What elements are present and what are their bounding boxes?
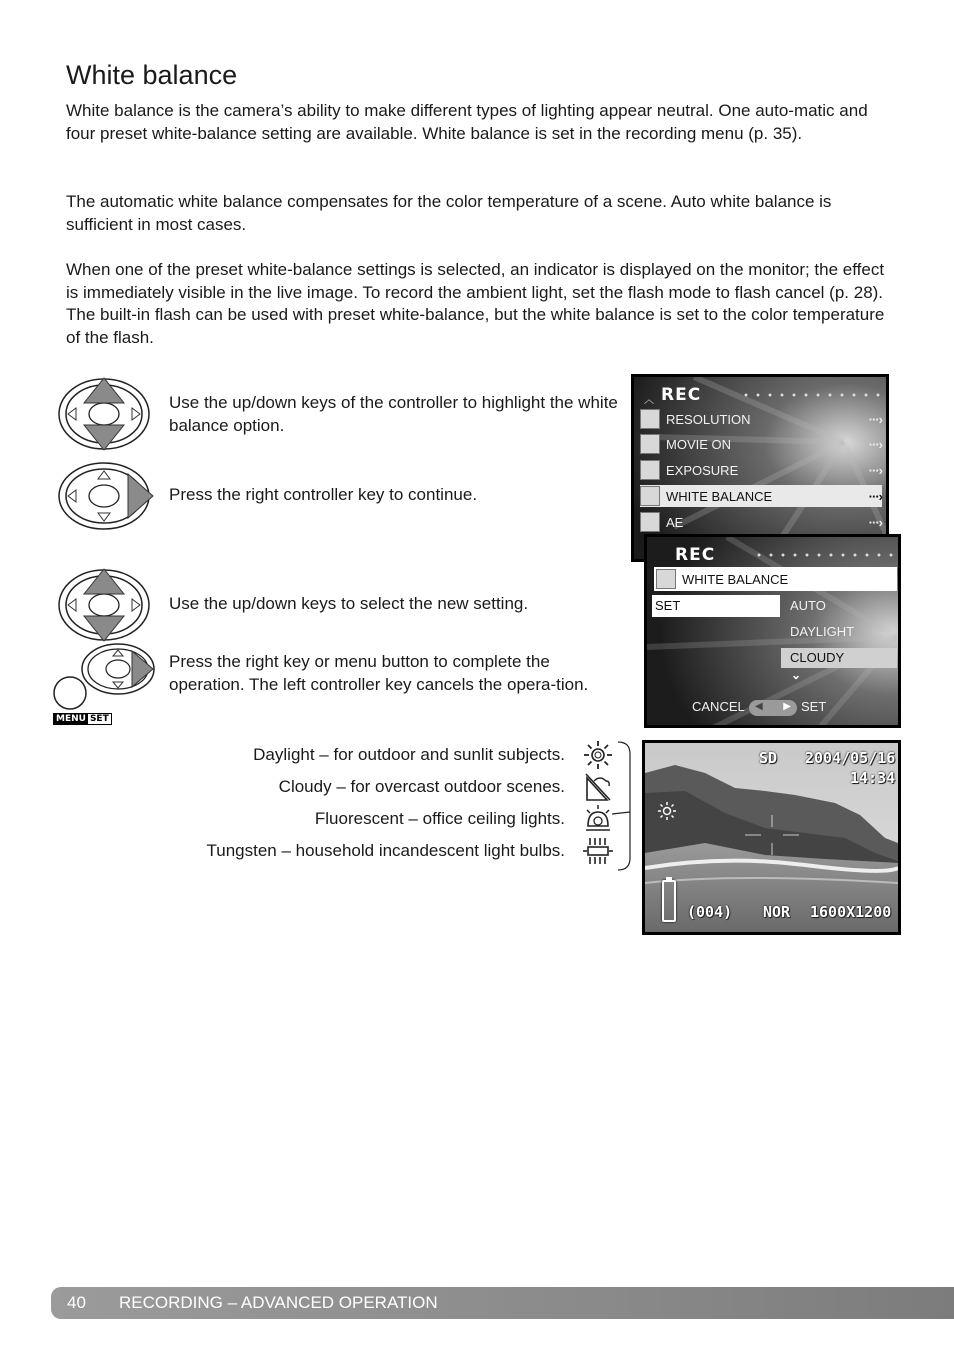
menu-item-movie-on[interactable]: [640, 433, 882, 455]
menu-set-label: [53, 713, 112, 725]
exposure-icon: [640, 460, 660, 480]
chevron-down-icon: ⌄: [791, 668, 802, 682]
resolution-icon: [640, 409, 660, 429]
bracket-connector: [610, 740, 638, 872]
menu-item-ae[interactable]: [640, 511, 882, 533]
set-label[interactable]: SET: [801, 699, 827, 714]
white-balance-header-label: WHITE BALANCE: [682, 571, 789, 587]
rec-title: REC: [675, 545, 716, 565]
battery-icon: [662, 880, 676, 922]
title-dots: [753, 553, 899, 557]
chevron-right-icon: ···›: [868, 436, 882, 452]
resolution-indicator: 1600X1200: [810, 903, 892, 921]
step-2-text: Press the right controller key to continue.: [169, 485, 478, 504]
controller-right-icon: [56, 460, 156, 532]
page-footer: [51, 1287, 954, 1319]
quality-indicator: NOR: [763, 903, 791, 921]
chevron-right-icon: ···›: [868, 514, 882, 530]
menu-item-label: RESOLUTION: [666, 411, 751, 427]
page-number: 40: [67, 1293, 86, 1312]
menu-item-label: MOVIE ON: [666, 436, 732, 452]
auto-wb-paragraph: The automatic white balance compensates for the color temperature of a scene. Auto white balance is sufficient in most cases.: [66, 192, 832, 234]
option-auto[interactable]: AUTO: [790, 598, 826, 613]
chevron-up-icon: ︿: [644, 395, 654, 406]
chevron-right-icon: ···›: [868, 488, 882, 504]
frame-counter: (004): [687, 903, 733, 921]
live-view-screen: [642, 740, 901, 935]
controller-up-down-icon: [56, 376, 152, 452]
controller-up-down-icon: [56, 567, 152, 643]
option-daylight[interactable]: DAYLIGHT: [790, 624, 855, 639]
step-4-text: Press the right key or menu button to complete the operation. The left controller key cancels the opera-tion.: [169, 652, 589, 694]
movie-icon: [640, 434, 660, 454]
title-dots: [740, 393, 886, 397]
preset-wb-paragraph: When one of the preset white-balance settings is selected, an indicator is displayed on the monitor; the effect is immediately visible in the live image. To record the ambient light, set the flash mode to flash cancel (p. 28). The built-in flash can be used with preset white-balance, but the white balance is set to the color temperature of the flash.: [66, 260, 885, 347]
menu-item-exposure[interactable]: [640, 459, 882, 481]
daylight-description: Daylight – for outdoor and sunlit subjects.: [253, 745, 565, 764]
page-title: White balance: [66, 60, 238, 90]
cloudy-description: Cloudy – for overcast outdoor scenes.: [278, 777, 565, 796]
tungsten-description: Tungsten – household incandescent light bulbs.: [206, 841, 565, 860]
white-balance-screen: [644, 534, 901, 728]
white-balance-icon: [640, 486, 660, 506]
daylight-indicator-icon: [657, 801, 677, 821]
chevron-right-icon: ···›: [868, 411, 882, 427]
white-balance-icon: [656, 569, 676, 589]
white-balance-header: [654, 567, 897, 591]
set-row[interactable]: SET: [652, 595, 780, 617]
left-right-key-icon: ◀ ▶: [749, 700, 797, 716]
intro-paragraph: White balance is the camera’s ability to make different types of lighting appear neutral. One auto-matic and four preset white-balance setting are available. White balance is set in the recording menu (p. 35).: [66, 101, 868, 143]
step-1-text: Use the up/down keys of the controller to highlight the white balance option.: [169, 393, 618, 435]
card-indicator: SD: [759, 749, 778, 767]
option-cloudy[interactable]: CLOUDY: [781, 648, 897, 668]
menu-item-label: AE: [666, 514, 684, 530]
ae-icon: [640, 512, 660, 532]
fluorescent-description: Fluorescent – office ceiling lights.: [314, 809, 565, 828]
menu-item-resolution[interactable]: [640, 408, 882, 430]
set-label: SET: [89, 714, 109, 724]
menu-item-label: WHITE BALANCE: [666, 488, 773, 504]
time-display: 14:34: [850, 769, 896, 787]
cancel-label[interactable]: CANCEL: [692, 699, 745, 714]
section-title: RECORDING – ADVANCED OPERATION: [119, 1293, 438, 1312]
menu-item-white-balance[interactable]: [640, 485, 882, 507]
menu-label: MENU: [56, 714, 86, 724]
menu-item-label: EXPOSURE: [666, 462, 739, 478]
date-display: 2004/05/16: [805, 749, 896, 767]
rec-title: REC: [661, 385, 702, 405]
chevron-right-icon: ···›: [868, 462, 882, 478]
step-3-text: Use the up/down keys to select the new setting.: [169, 594, 529, 613]
